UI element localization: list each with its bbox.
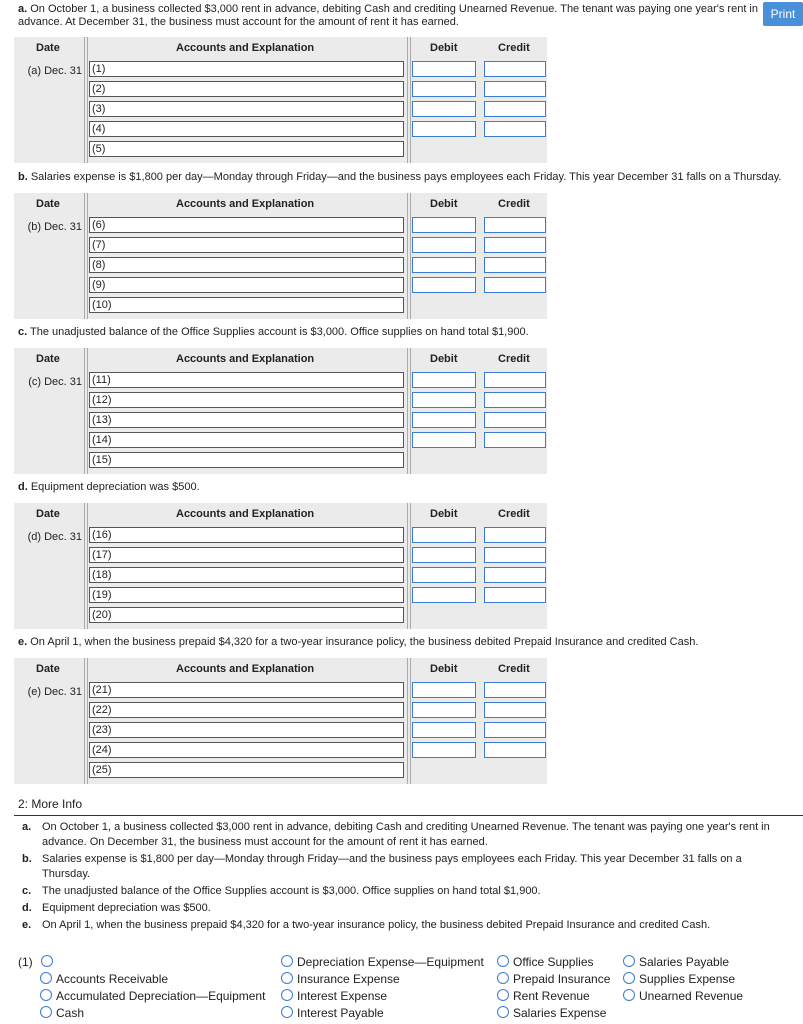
prompt-text: The unadjusted balance of the Office Supplies account is $3,000. Office supplies on hand total $1,900. [30, 326, 529, 338]
option-label: Accounts Receivable [56, 972, 169, 986]
credit-header: Credit [498, 353, 530, 365]
credit-input[interactable] [484, 722, 546, 738]
account-option[interactable] [40, 1006, 84, 1020]
debit-input[interactable] [412, 547, 476, 563]
debit-input[interactable] [412, 372, 476, 388]
debit-input[interactable] [412, 277, 476, 293]
account-input[interactable]: (13) [89, 412, 404, 428]
entry-date: (b) Dec. 31 [27, 221, 82, 233]
divider [14, 815, 803, 816]
options-label: (1) [18, 955, 33, 969]
accounts-header: Accounts and Explanation [176, 508, 315, 520]
journal-table-a [14, 37, 547, 163]
radio-icon[interactable] [623, 989, 635, 1001]
prompt-letter: c. [18, 326, 28, 338]
credit-input[interactable] [484, 567, 546, 583]
option-label: Interest Expense [297, 989, 388, 1003]
more-info-item [22, 901, 782, 916]
account-option[interactable] [281, 955, 484, 969]
prompt-a [18, 3, 763, 29]
credit-input[interactable] [484, 527, 546, 543]
credit-input[interactable] [484, 742, 546, 758]
prompt-d [18, 481, 798, 494]
column-divider [407, 348, 411, 474]
column-divider [407, 193, 411, 319]
credit-input[interactable] [484, 412, 546, 428]
account-option[interactable] [281, 972, 400, 986]
radio-icon[interactable] [497, 989, 509, 1001]
debit-input[interactable] [412, 722, 476, 738]
date-header: Date [36, 663, 60, 675]
info-text: On April 1, when the business prepaid $4,320 for a two-year insurance policy, the business debited Prepaid Insurance and credited Cash. [42, 919, 711, 931]
radio-icon[interactable] [41, 955, 53, 967]
prompt-text: On October 1, a business collected $3,000 rent in advance, debiting Cash and crediting Unearned Revenue. The tenant was paying one year's rent in advance. At December 31, the business must account for the amount of rent it has earned. [18, 3, 758, 28]
column-divider [407, 658, 411, 784]
account-input[interactable]: (17) [89, 547, 404, 563]
debit-input[interactable] [412, 702, 476, 718]
info-label: e. [22, 919, 32, 931]
debit-input[interactable] [412, 742, 476, 758]
account-input[interactable]: (12) [89, 392, 404, 408]
column-divider [407, 37, 411, 163]
account-option[interactable] [623, 972, 735, 986]
prompt-letter: b. [18, 171, 28, 183]
account-input[interactable]: (25) [89, 762, 404, 778]
debit-header: Debit [430, 353, 458, 365]
option-label: Accumulated Depreciation—Equipment [56, 989, 266, 1003]
account-input[interactable]: (19) [89, 587, 404, 603]
credit-header: Credit [498, 198, 530, 210]
info-label: a. [22, 821, 32, 833]
option-label: Cash [56, 1006, 85, 1020]
credit-header: Credit [498, 42, 530, 54]
table-header [14, 658, 547, 682]
accounts-header: Accounts and Explanation [176, 198, 315, 210]
column-divider [84, 503, 88, 629]
option-label: Prepaid Insurance [513, 972, 611, 986]
column-divider [84, 193, 88, 319]
info-label: c. [22, 885, 32, 897]
prompt-c [18, 326, 798, 339]
date-header: Date [36, 198, 60, 210]
account-option[interactable] [497, 955, 594, 969]
account-option[interactable] [623, 955, 729, 969]
account-input[interactable]: (7) [89, 237, 404, 253]
account-input[interactable]: (14) [89, 432, 404, 448]
entry-date: (d) Dec. 31 [27, 531, 82, 543]
table-header [14, 37, 547, 61]
prompt-e [18, 636, 798, 649]
debit-input[interactable] [412, 682, 476, 698]
account-option[interactable] [497, 1006, 606, 1020]
debit-input[interactable] [412, 217, 476, 233]
credit-input[interactable] [484, 432, 546, 448]
account-input[interactable]: (3) [89, 101, 404, 117]
option-label: Unearned Revenue [639, 989, 744, 1003]
prompt-letter: e. [18, 636, 28, 648]
account-input[interactable]: (5) [89, 141, 404, 157]
radio-icon[interactable] [497, 1006, 509, 1018]
debit-input[interactable] [412, 257, 476, 273]
accounts-header: Accounts and Explanation [176, 42, 315, 54]
account-input[interactable]: (9) [89, 277, 404, 293]
account-input[interactable]: (23) [89, 722, 404, 738]
radio-icon[interactable] [623, 955, 635, 967]
entry-date: (c) Dec. 31 [28, 376, 82, 388]
option-label: Salaries Payable [639, 955, 730, 969]
account-option[interactable] [497, 972, 610, 986]
credit-header: Credit [498, 663, 530, 675]
account-option[interactable] [40, 989, 265, 1003]
info-text: Salaries expense is $1,800 per day—Monday through Friday—and the business pays employees each Friday. This year December 31 falls on a Thursday. [42, 853, 742, 880]
debit-input[interactable] [412, 121, 476, 137]
credit-input[interactable] [484, 101, 546, 117]
credit-input[interactable] [484, 217, 546, 233]
print-button[interactable]: Print [763, 2, 803, 26]
account-input[interactable]: (10) [89, 297, 404, 313]
radio-icon[interactable] [40, 972, 52, 984]
debit-input[interactable] [412, 587, 476, 603]
option-label: Office Supplies [513, 955, 594, 969]
info-text: The unadjusted balance of the Office Supplies account is $3,000. Office supplies on hand total $1,900. [42, 885, 541, 897]
entry-date: (e) Dec. 31 [27, 686, 82, 698]
credit-input[interactable] [484, 237, 546, 253]
table-header [14, 193, 547, 217]
account-option[interactable] [623, 989, 743, 1003]
credit-input[interactable] [484, 392, 546, 408]
journal-table-c [14, 348, 547, 474]
radio-icon[interactable] [281, 989, 293, 1001]
account-input[interactable]: (20) [89, 607, 404, 623]
debit-input[interactable] [412, 432, 476, 448]
prompt-b [18, 171, 798, 184]
debit-input[interactable] [412, 527, 476, 543]
debit-header: Debit [430, 508, 458, 520]
prompt-letter: a. [18, 3, 28, 15]
account-input[interactable]: (16) [89, 527, 404, 543]
account-input[interactable]: (18) [89, 567, 404, 583]
account-input[interactable]: (11) [89, 372, 404, 388]
radio-icon[interactable] [40, 989, 52, 1001]
credit-input[interactable] [484, 682, 546, 698]
account-input[interactable]: (8) [89, 257, 404, 273]
more-info-item [22, 852, 782, 882]
account-input[interactable]: (24) [89, 742, 404, 758]
more-info-title: 2: More Info [18, 797, 83, 811]
credit-input[interactable] [484, 372, 546, 388]
more-info-item [22, 820, 782, 850]
option-label: Interest Payable [297, 1006, 384, 1020]
radio-icon[interactable] [281, 1006, 293, 1018]
option-label: Salaries Expense [513, 1006, 607, 1020]
prompt-letter: d. [18, 481, 28, 493]
info-text: Equipment depreciation was $500. [42, 902, 211, 914]
table-header [14, 503, 547, 527]
debit-input[interactable] [412, 61, 476, 77]
debit-input[interactable] [412, 237, 476, 253]
credit-input[interactable] [484, 61, 546, 77]
debit-input[interactable] [412, 392, 476, 408]
account-input[interactable]: (6) [89, 217, 404, 233]
column-divider [84, 658, 88, 784]
column-divider [84, 348, 88, 474]
entry-date: (a) Dec. 31 [27, 65, 82, 77]
debit-header: Debit [430, 42, 458, 54]
radio-icon[interactable] [40, 1006, 52, 1018]
table-header [14, 348, 547, 372]
column-divider [407, 503, 411, 629]
account-input[interactable]: (1) [89, 61, 404, 77]
account-option[interactable] [281, 1006, 384, 1020]
journal-table-e [14, 658, 547, 784]
account-input[interactable]: (4) [89, 121, 404, 137]
column-divider [84, 37, 88, 163]
credit-input[interactable] [484, 257, 546, 273]
debit-header: Debit [430, 198, 458, 210]
credit-input[interactable] [484, 547, 546, 563]
prompt-text: Salaries expense is $1,800 per day—Monday through Friday—and the business pays employees each Friday. This year December 31 falls on a Thursday. [30, 171, 782, 183]
account-input[interactable]: (22) [89, 702, 404, 718]
journal-table-d [14, 503, 547, 629]
credit-input[interactable] [484, 277, 546, 293]
credit-input[interactable] [484, 81, 546, 97]
radio-icon[interactable] [281, 955, 293, 967]
journal-table-b [14, 193, 547, 319]
info-label: d. [22, 902, 32, 914]
credit-header: Credit [498, 508, 530, 520]
account-input[interactable]: (2) [89, 81, 404, 97]
debit-input[interactable] [412, 81, 476, 97]
debit-input[interactable] [412, 412, 476, 428]
radio-icon[interactable] [497, 972, 509, 984]
prompt-text: Equipment depreciation was $500. [30, 481, 200, 493]
radio-icon[interactable] [623, 972, 635, 984]
date-header: Date [36, 353, 60, 365]
account-option[interactable] [40, 972, 168, 986]
more-info-item [22, 884, 782, 899]
credit-input[interactable] [484, 702, 546, 718]
account-input[interactable]: (15) [89, 452, 404, 468]
option-label: Insurance Expense [297, 972, 400, 986]
option-label: Rent Revenue [513, 989, 590, 1003]
option-label: Depreciation Expense—Equipment [297, 955, 484, 969]
options-question-label [18, 955, 57, 969]
credit-input[interactable] [484, 587, 546, 603]
radio-icon[interactable] [281, 972, 293, 984]
more-info-item [22, 918, 782, 933]
account-input[interactable]: (21) [89, 682, 404, 698]
radio-icon[interactable] [497, 955, 509, 967]
date-header: Date [36, 508, 60, 520]
info-text: On October 1, a business collected $3,000 rent in advance, debiting Cash and crediting Unearned Revenue. The tenant was paying one year's rent in advance. On December 31, the business must account for the amount of rent it has earned. [42, 821, 770, 848]
accounts-header: Accounts and Explanation [176, 353, 315, 365]
credit-input[interactable] [484, 121, 546, 137]
debit-input[interactable] [412, 101, 476, 117]
accounts-header: Accounts and Explanation [176, 663, 315, 675]
date-header: Date [36, 42, 60, 54]
account-option[interactable] [281, 989, 387, 1003]
info-label: b. [22, 853, 32, 865]
option-label: Supplies Expense [639, 972, 736, 986]
prompt-text: On April 1, when the business prepaid $4,320 for a two-year insurance policy, the business debited Prepaid Insurance and credited Cash. [30, 636, 699, 648]
debit-input[interactable] [412, 567, 476, 583]
debit-header: Debit [430, 663, 458, 675]
account-option[interactable] [497, 989, 590, 1003]
